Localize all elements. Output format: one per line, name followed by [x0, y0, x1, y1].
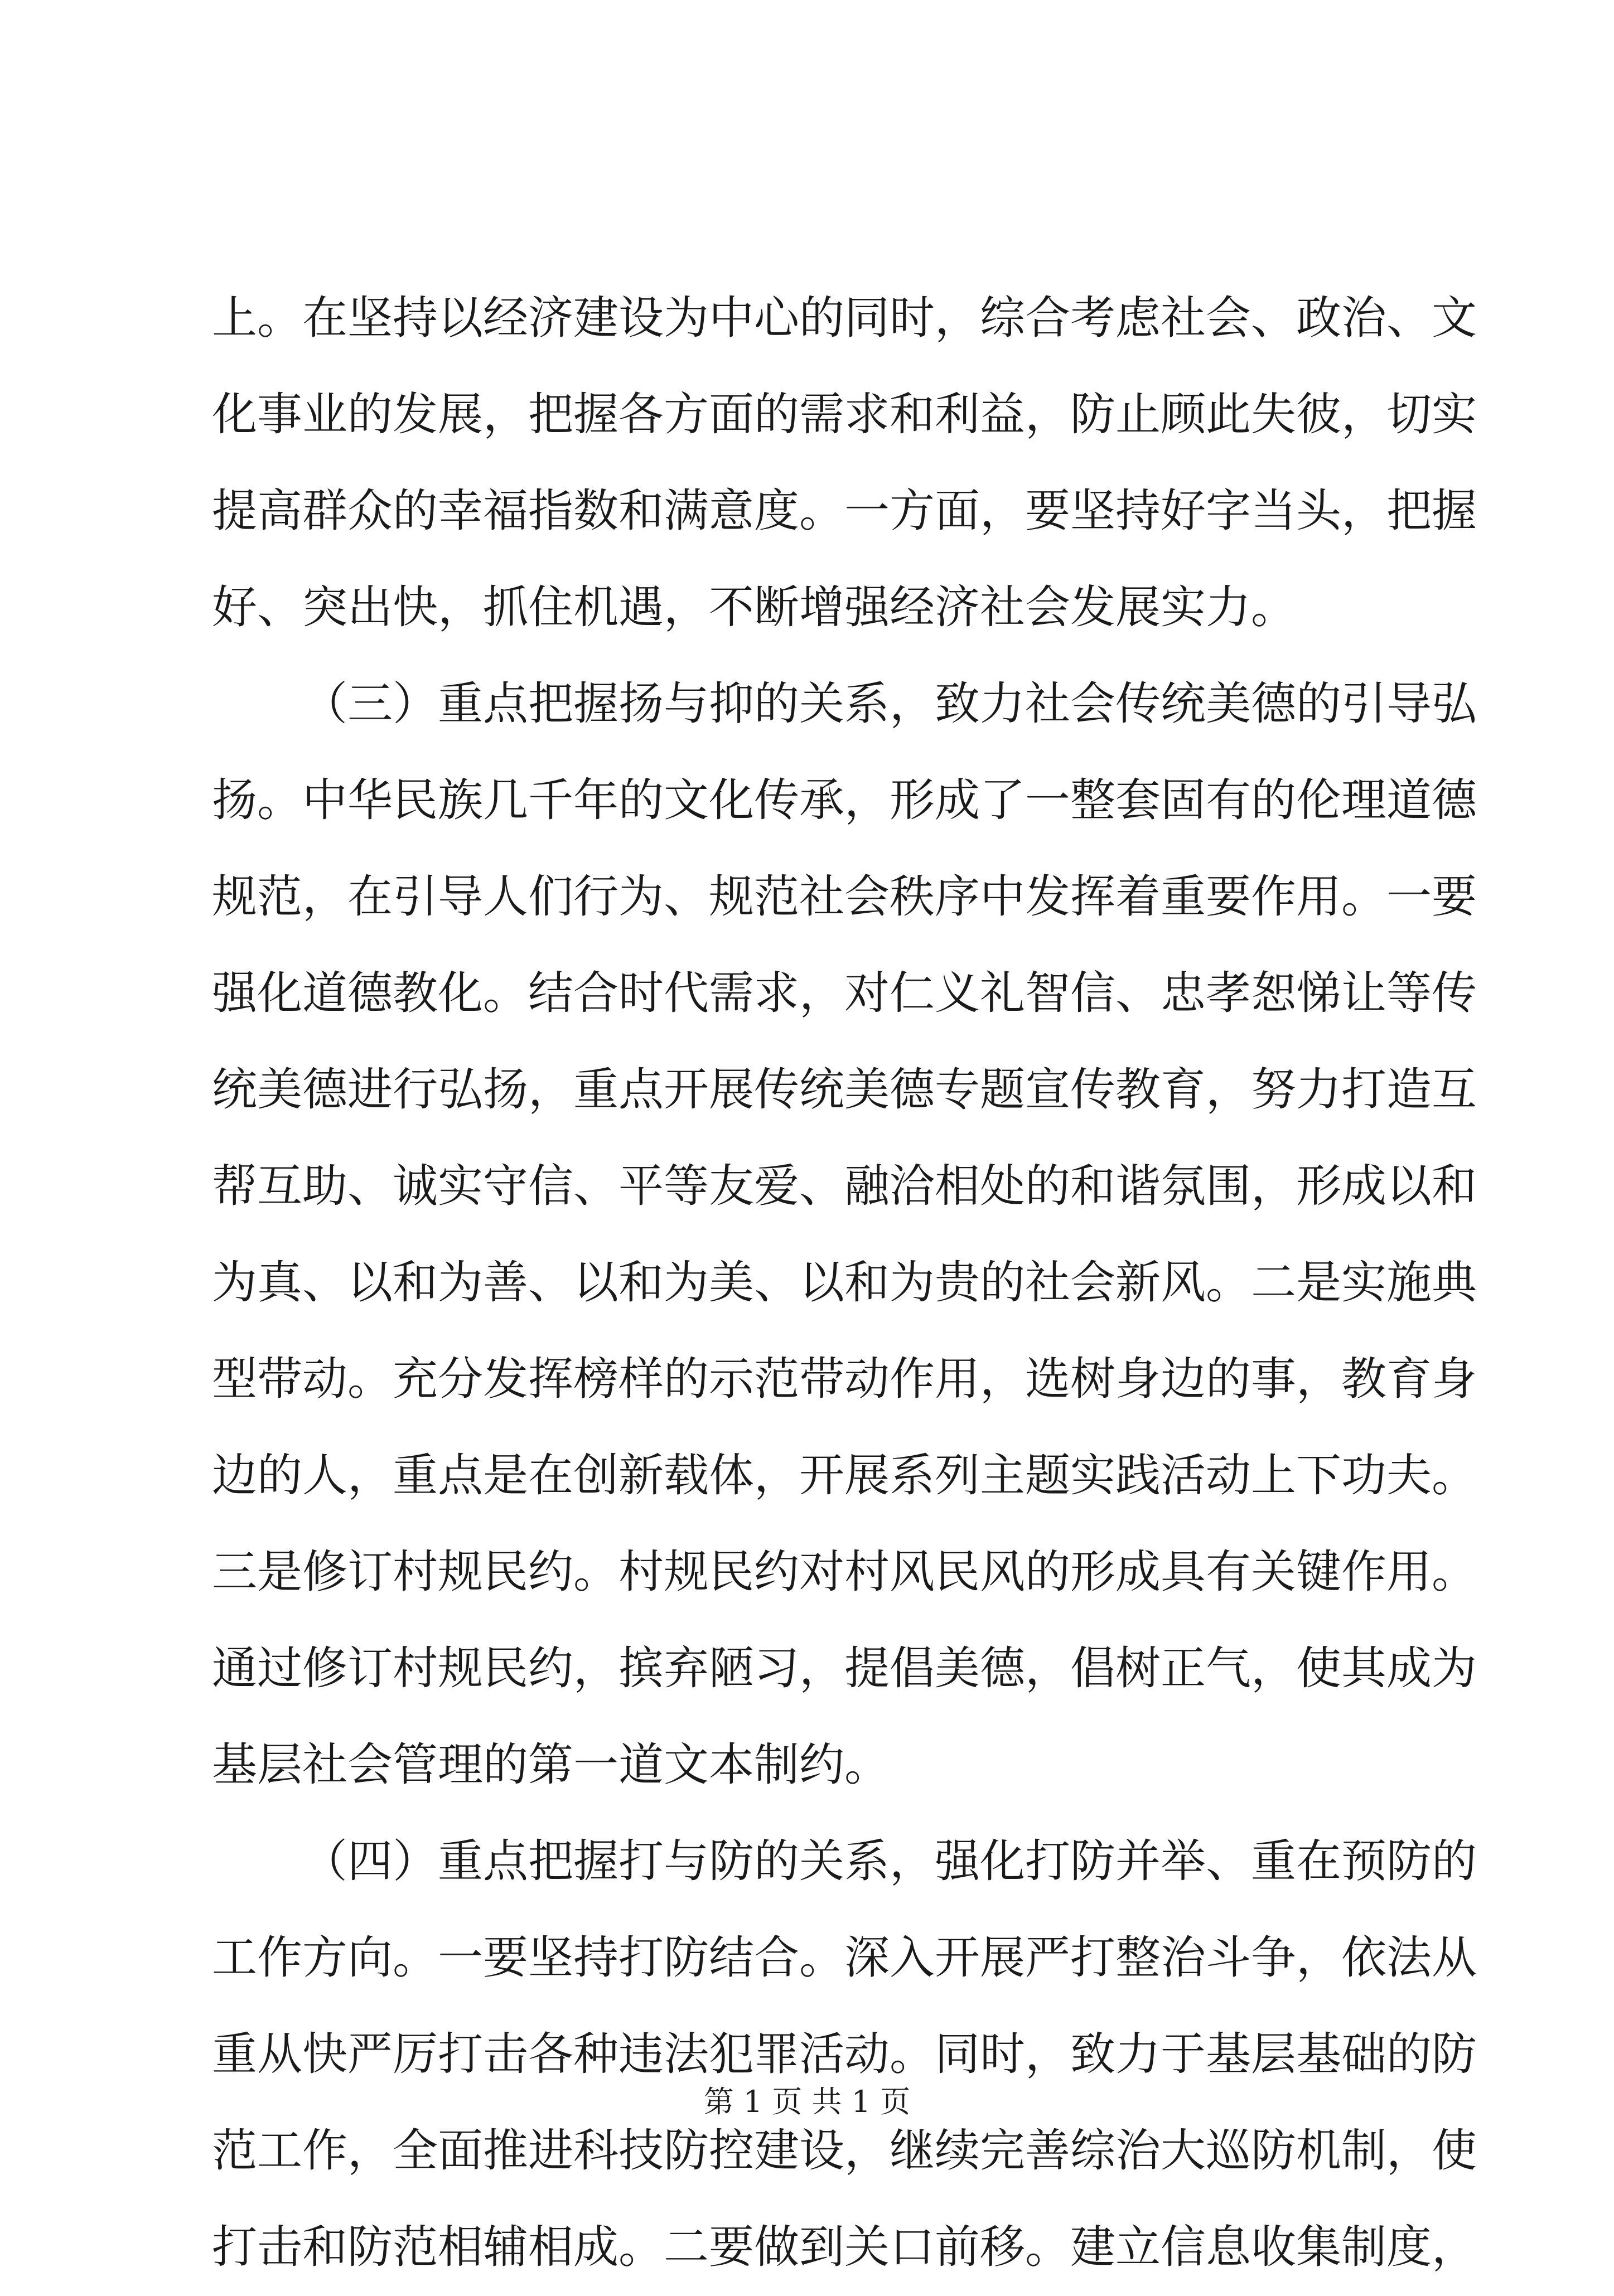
text-line: 帮互助、诚实守信、平等友爱、融洽相处的和谐氛围，形成以和: [212, 1160, 1477, 1213]
text-line: 化事业的发展，把握各方面的需求和利益，防止顾此失彼，切实: [212, 389, 1477, 441]
text-line: 边的人，重点是在创新载体，开展系列主题实践活动上下功夫。: [212, 1450, 1477, 1502]
text-line: 上。在坚持以经济建设为中心的同时，综合考虑社会、政治、文: [212, 292, 1477, 345]
text-line: 打击和防范相辅相成。二要做到关口前移。建立信息收集制度，: [212, 2221, 1477, 2274]
text-line: 为真、以和为善、以和为美、以和为贵的社会新风。二是实施典: [212, 1257, 1477, 1309]
text-line: 提高群众的幸福指数和满意度。一方面，要坚持好字当头，把握: [212, 485, 1477, 537]
text-line: 重从快严厉打击各种违法犯罪活动。同时，致力于基层基础的防: [212, 2028, 1477, 2081]
text-line: 扬。中华民族几千年的文化传承，形成了一整套固有的伦理道德: [212, 774, 1477, 827]
page-footer: 第 1 页 共 1 页: [703, 2084, 911, 2119]
text-line: 好、突出快，抓住机遇，不断增强经济社会发展实力。: [212, 582, 1297, 634]
text-line: 基层社会管理的第一道文本制约。: [212, 1739, 890, 1791]
text-line: 统美德进行弘扬，重点开展传统美德专题宣传教育，努力打造互: [212, 1064, 1477, 1116]
text-line: 工作方向。一要坚持打防结合。深入开展严打整治斗争，依法从: [212, 1932, 1477, 1984]
text-line: 强化道德教化。结合时代需求，对仁义礼智信、忠孝恕悌让等传: [212, 967, 1477, 1020]
text-line: 范工作，全面推进科技防控建设，继续完善综治大巡防机制，使: [212, 2125, 1477, 2177]
text-line: （四）重点把握打与防的关系，强化打防并举、重在预防的: [302, 1835, 1477, 1888]
text-line: 通过修订村规民约，摈弃陋习，提倡美德，倡树正气，使其成为: [212, 1643, 1477, 1695]
text-line: 三是修订村规民约。村规民约对村风民风的形成具有关键作用。: [212, 1546, 1477, 1599]
text-line: 规范，在引导人们行为、规范社会秩序中发挥着重要作用。一要: [212, 871, 1477, 923]
text-line: 型带动。充分发挥榜样的示范带动作用，选树身边的事，教育身: [212, 1353, 1477, 1406]
text-line: （三）重点把握扬与抑的关系，致力社会传统美德的引导弘: [302, 678, 1477, 730]
document-body: [212, 270, 1477, 2296]
